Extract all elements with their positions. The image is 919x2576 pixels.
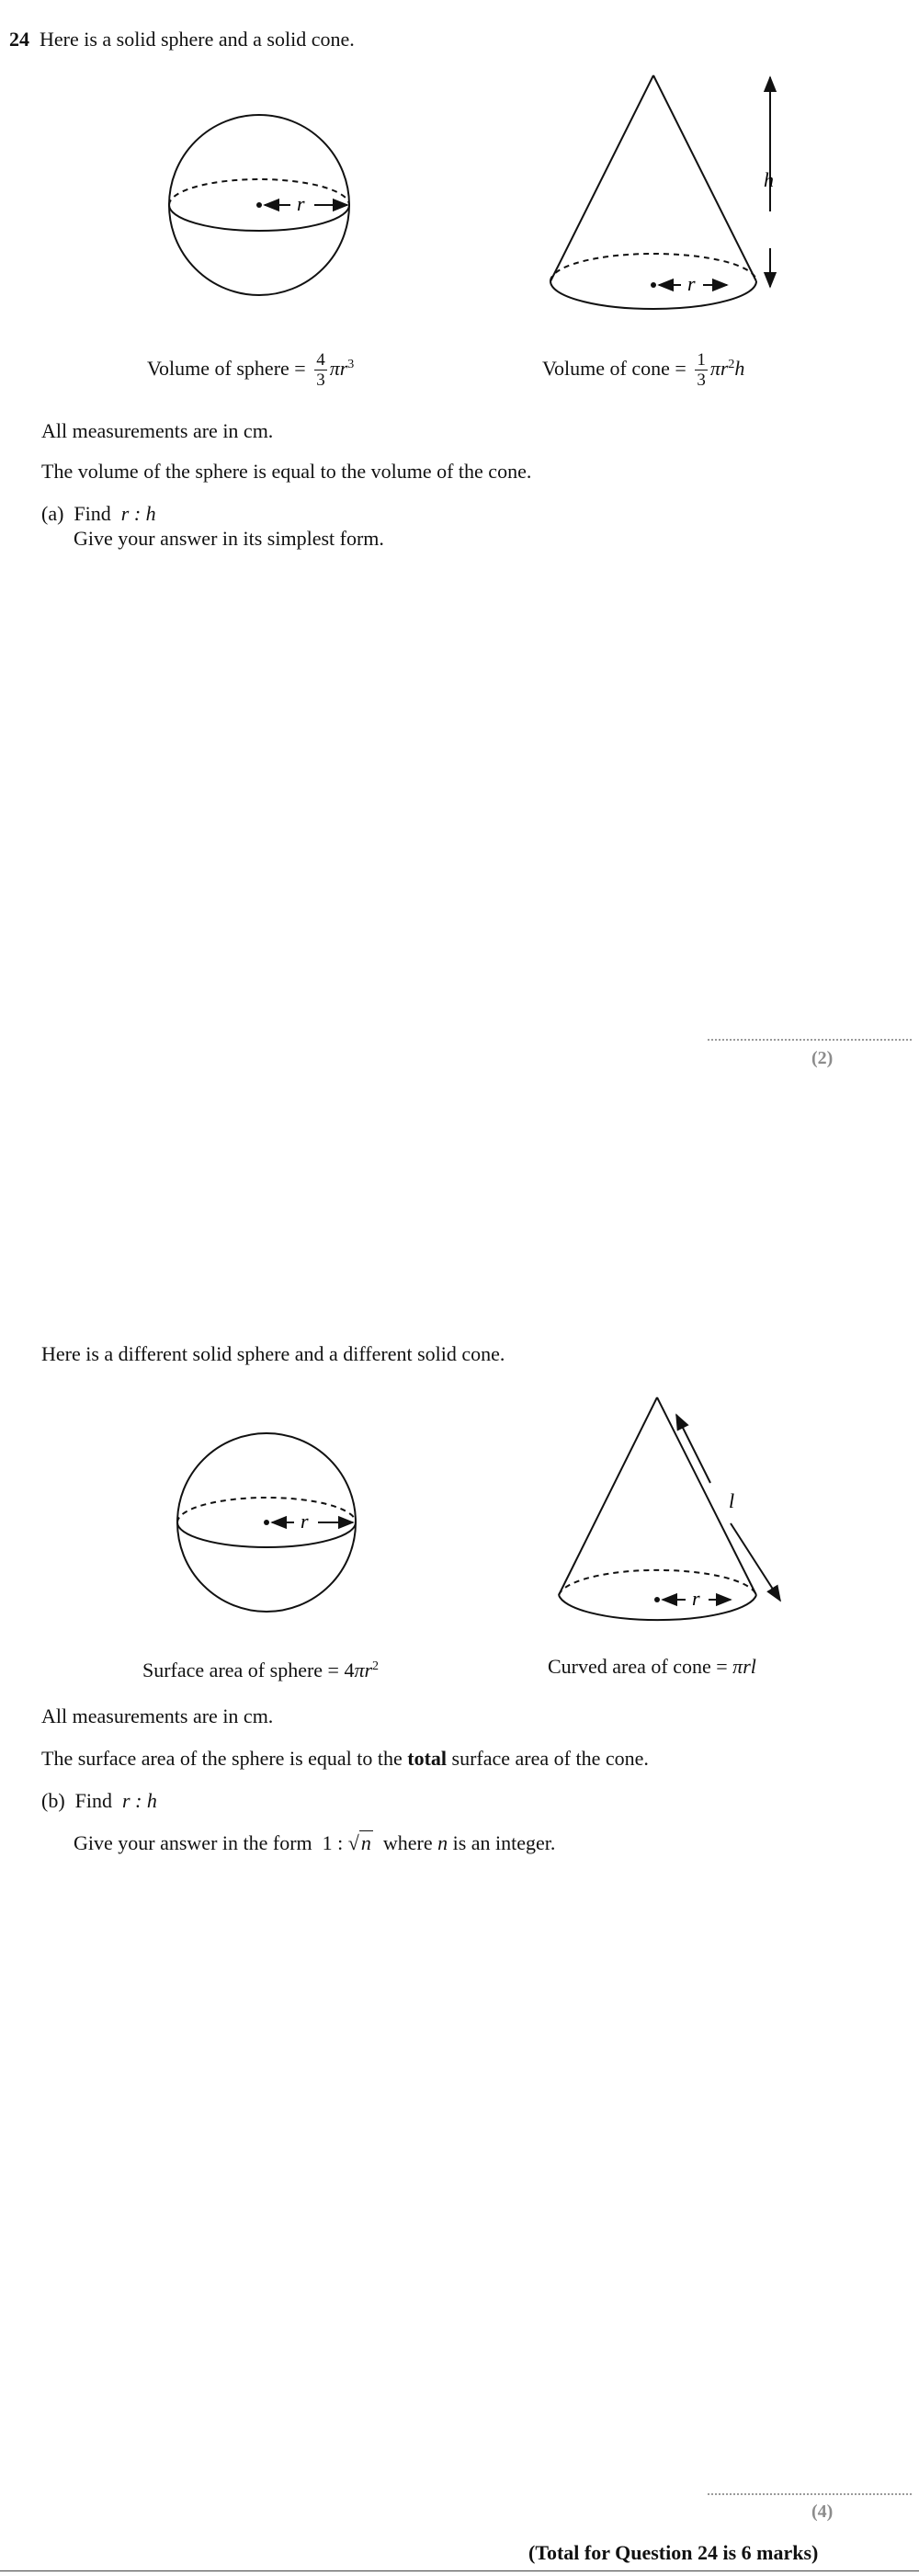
cone-volume-formula: Volume of cone = $\frac{1}{3}$ $\pi r^2h$: [542, 350, 745, 391]
cone-left-edge: [559, 1397, 657, 1595]
cone-curved-formula: Curved area of cone = πrl: [548, 1655, 756, 1678]
cone-centre-dot: [651, 282, 656, 288]
radius-label: r: [297, 192, 305, 215]
sphere-equator-back: [169, 179, 349, 205]
sphere-diagram-a: [156, 106, 368, 308]
slant-arrow-down: [731, 1523, 780, 1601]
question-header: [9, 28, 355, 51]
cone-radius-label: r: [692, 1587, 700, 1610]
intro-b: Here is a different solid sphere and a different solid cone.: [41, 1342, 505, 1365]
ratio-b: r : h: [122, 1789, 157, 1812]
cone-centre-dot: [654, 1597, 660, 1602]
sphere-diagram-b: [165, 1427, 368, 1620]
cone-base-back: [559, 1570, 756, 1595]
cone-diagram-a: [538, 64, 813, 331]
square-root-n: √n: [347, 1831, 371, 1854]
ratio-a: r : h: [120, 502, 156, 525]
sphere-equator-back: [177, 1498, 356, 1522]
part-a-find: (a) Find r : h: [41, 502, 156, 525]
cone-radius-label: r: [687, 272, 696, 295]
sphere-volume-formula: Volume of sphere = $\frac{4}{3}$ $\pi r^3$: [147, 350, 355, 391]
question-intro: Here is a solid sphere and a solid cone.: [40, 28, 355, 51]
marks-b: (4): [811, 2502, 834, 2522]
marks-a: (2): [811, 1048, 834, 1068]
height-label: h: [764, 168, 774, 191]
cone-base-back: [550, 254, 756, 281]
units-note-a: All measurements are in cm.: [41, 419, 274, 442]
slant-arrow-up: [676, 1415, 710, 1483]
answer-line-a[interactable]: [708, 1039, 912, 1041]
sphere-equator-front: [177, 1522, 356, 1547]
instruction-a: Give your answer in its simplest form.: [74, 527, 384, 550]
cone-right-edge: [657, 1397, 756, 1595]
sphere-centre-dot: [264, 1520, 269, 1525]
slant-label: l: [729, 1489, 735, 1512]
cone-right-edge: [653, 75, 756, 281]
fraction-four-thirds: $\frac{4}{3}$: [316, 350, 325, 391]
sphere-surface-formula: Surface area of sphere = $4\pi r^2$: [142, 1658, 380, 1681]
condition-a: The volume of the sphere is equal to the volume of the cone.: [41, 460, 532, 483]
radius-label: r: [301, 1510, 309, 1533]
instruction-b: Give your answer in the form 1 : √n where n is an integer.: [74, 1831, 556, 1854]
cone-diagram-b: [547, 1384, 813, 1650]
answer-line-b[interactable]: [708, 2493, 912, 2495]
question-number: 24: [9, 28, 29, 51]
emphasis-total: total: [407, 1747, 448, 1770]
total-marks: (Total for Question 24 is 6 marks): [528, 2541, 819, 2564]
units-note-b: All measurements are in cm.: [41, 1704, 274, 1727]
sphere-equator-front: [169, 205, 349, 231]
part-b-find: (b) Find r : h: [41, 1789, 157, 1812]
condition-b: The surface area of the sphere is equal to the total surface area of the cone.: [41, 1747, 649, 1770]
bottom-rule: [0, 2570, 919, 2571]
cone-left-edge: [550, 75, 653, 281]
sphere-centre-dot: [256, 202, 262, 208]
fraction-one-third: $\frac{1}{3}$: [697, 350, 706, 391]
